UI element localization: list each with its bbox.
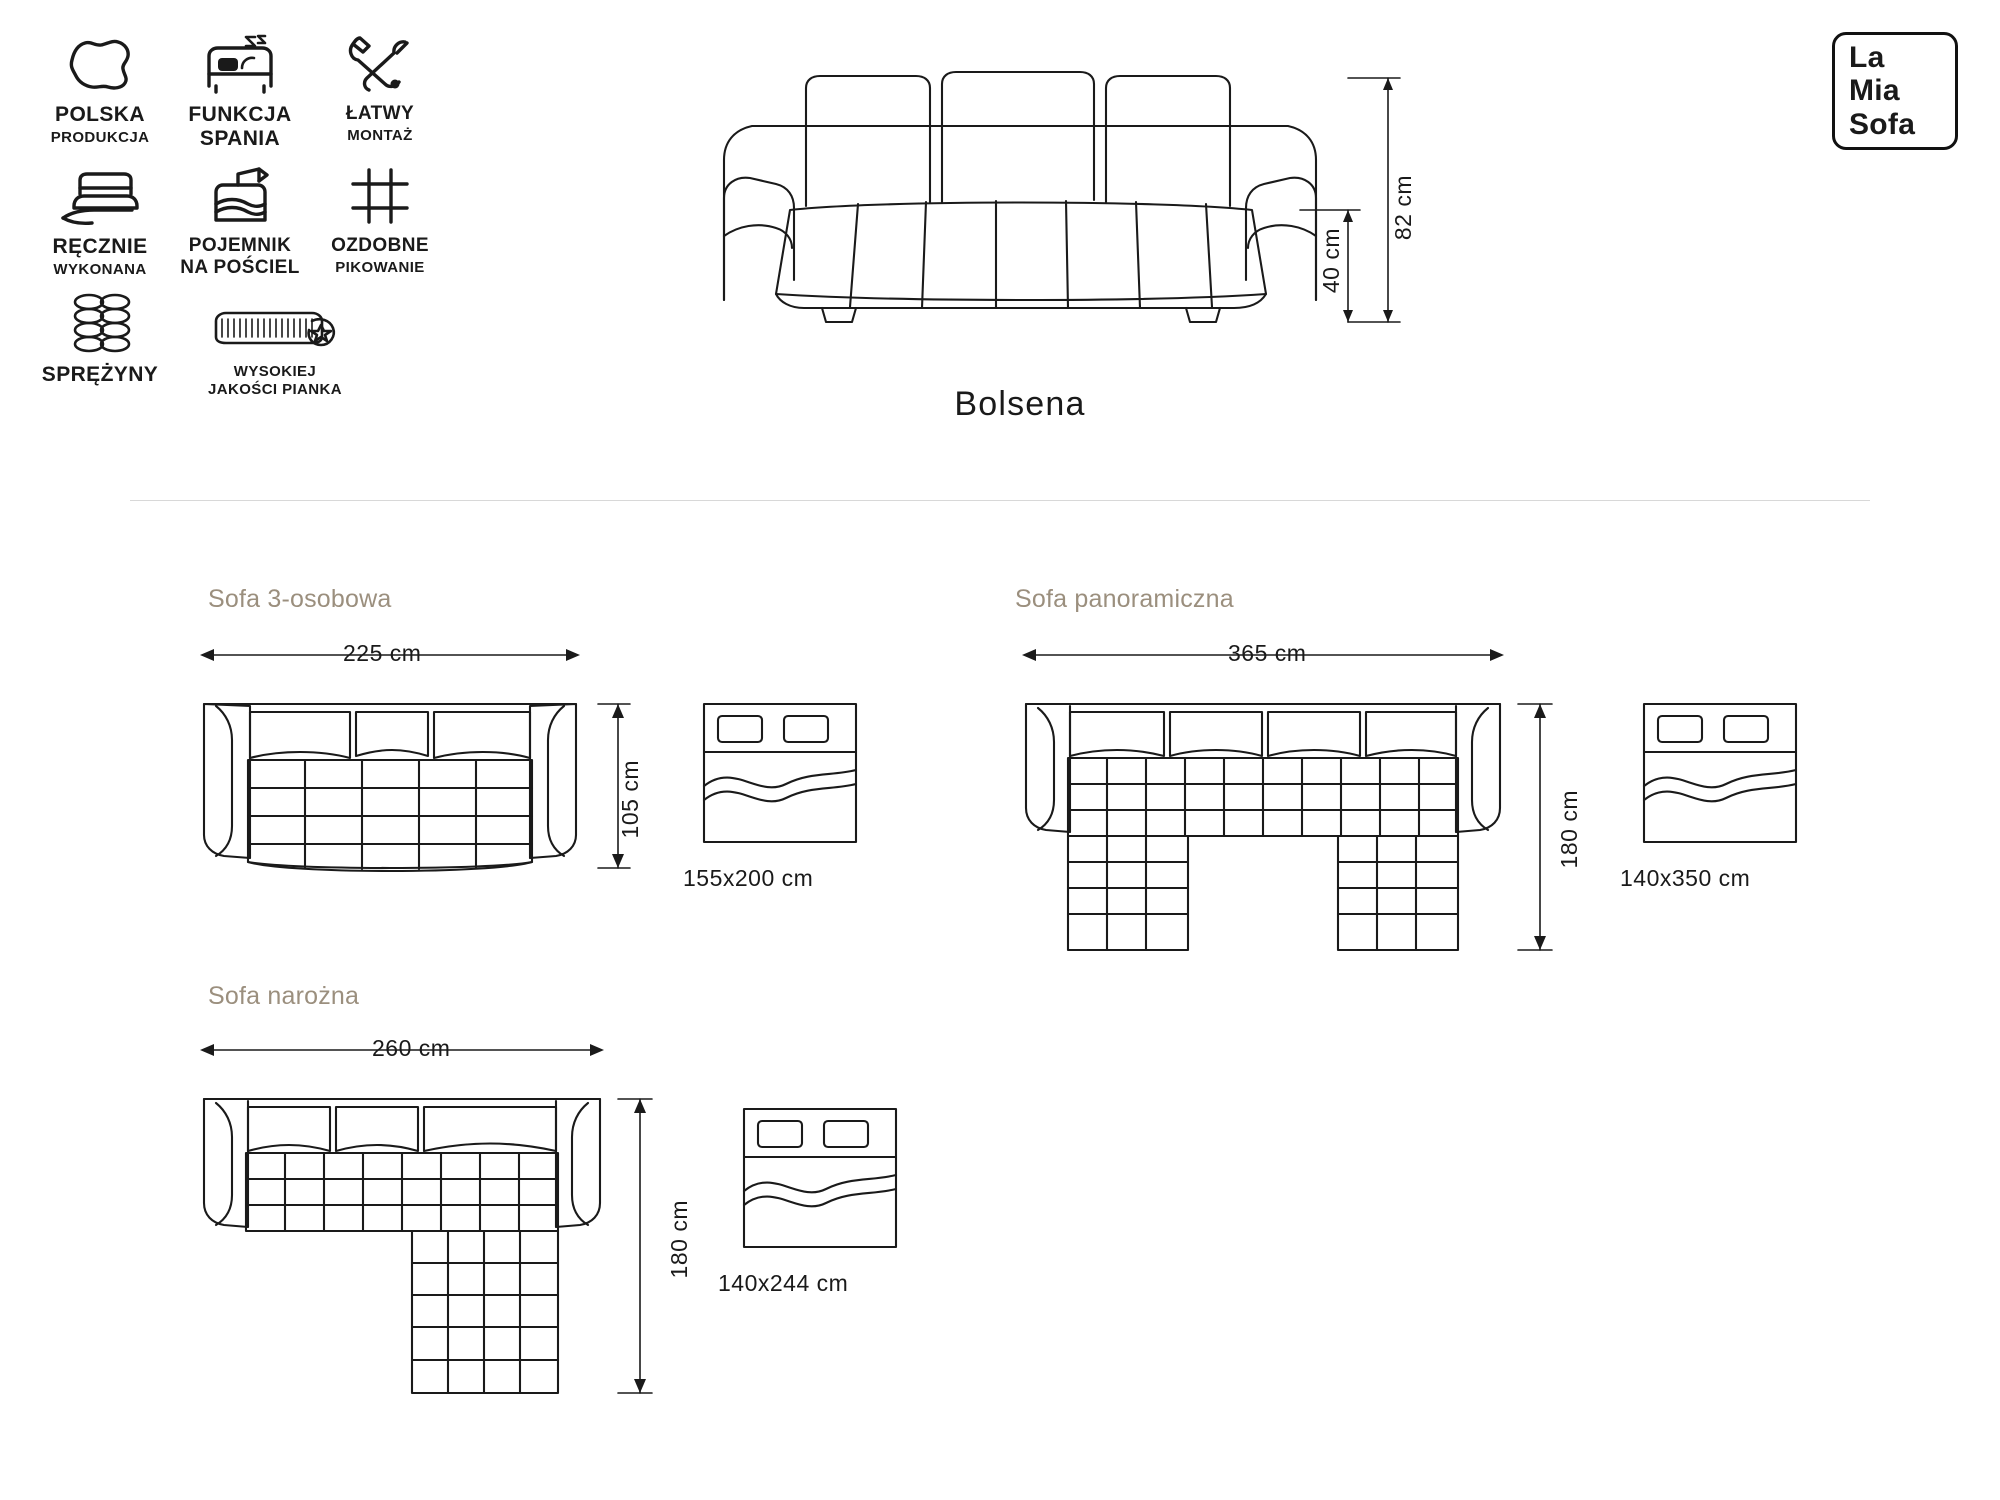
feature-label: SPRĘŻYNY	[41, 363, 159, 387]
feature-sublabel: JAKOŚCI PIANKA	[208, 381, 342, 399]
section-divider	[130, 500, 1870, 501]
feature-label: RĘCZNIE	[52, 235, 148, 259]
variant-title-panoramiczna: Sofa panoramiczna	[1015, 585, 1234, 613]
quilting-grid-icon	[347, 160, 413, 234]
feature-sublabel: SPANIA	[199, 127, 281, 151]
product-name: Bolsena	[954, 385, 1086, 423]
bedding-box-icon	[204, 160, 276, 234]
feature-label: OZDOBNE	[331, 235, 429, 257]
feature-label: ŁATWY	[345, 103, 415, 124]
variant-narozna-depth-label: 180 cm	[666, 1200, 692, 1279]
springs-icon	[63, 288, 137, 362]
foam-badge-icon	[208, 288, 342, 362]
variant-panoramiczna-depth-label: 180 cm	[1556, 790, 1582, 869]
features-row-3	[30, 288, 470, 408]
feature-funkcja-spania	[170, 28, 310, 150]
feature-label: POJEMNIK	[188, 235, 292, 257]
feature-sublabel: PIKOWANIE	[335, 259, 425, 277]
feature-ozdobne-pikowanie	[310, 160, 450, 278]
variant-panoramiczna-width-label: 365 cm	[1228, 640, 1307, 666]
feature-recznie-wykonana	[30, 160, 170, 278]
hero-height-total-label: 82 cm	[1390, 175, 1416, 241]
sleep-function-icon	[202, 28, 278, 102]
features-row-2	[30, 160, 470, 288]
feature-label: POLSKA	[55, 103, 145, 126]
variant-panoramiczna-diagram	[1000, 630, 1560, 990]
logo-line-2: Mia	[1849, 74, 1900, 108]
variant-3-osobowa-diagram	[190, 630, 650, 920]
feature-latwy-montaz	[310, 28, 450, 150]
feature-polska-produkcja	[30, 28, 170, 150]
feature-sublabel: WYKONANA	[53, 261, 147, 279]
hero-sofa-illustration	[700, 50, 1416, 350]
feature-label: FUNKCJA	[188, 103, 292, 126]
logo-line-3: Sofa	[1849, 107, 1916, 141]
variant-3-osobowa-bed-size-label: 155x200 cm	[683, 865, 814, 891]
variant-narozna-bed-size-label: 140x244 cm	[718, 1270, 849, 1296]
variant-title-3-osobowa: Sofa 3-osobowa	[208, 585, 392, 613]
feature-wysokiej-jakosci-pianka	[170, 288, 380, 398]
feature-sublabel: NA POŚCIEL	[180, 257, 300, 279]
variant-3-osobowa-depth-label: 105 cm	[617, 760, 643, 839]
variant-narozna-bed-icon	[740, 1105, 900, 1255]
brand-logo	[1832, 32, 1958, 150]
variant-panoramiczna-bed-size-label: 140x350 cm	[1620, 865, 1751, 891]
variant-panoramiczna-bed-icon	[1640, 700, 1800, 850]
variant-3-osobowa-width-label: 225 cm	[343, 640, 422, 666]
variant-title-narozna: Sofa narożna	[208, 982, 360, 1010]
hero-height-seat-label: 40 cm	[1318, 228, 1344, 294]
variant-narozna-width-label: 260 cm	[372, 1035, 451, 1061]
logo-line-1: La	[1849, 40, 1885, 74]
tools-icon	[345, 28, 415, 102]
feature-pojemnik-na-posciel	[170, 160, 310, 278]
hand-sofa-icon	[58, 160, 142, 234]
feature-sublabel: MONTAŻ	[347, 126, 413, 144]
poland-map-icon	[64, 28, 136, 102]
feature-label: WYSOKIEJ	[233, 363, 317, 381]
feature-sprezyny	[30, 288, 170, 398]
feature-sublabel: PRODUKCJA	[50, 129, 150, 147]
features-grid	[30, 28, 470, 408]
variant-3-osobowa-bed-icon	[700, 700, 860, 850]
variant-narozna-diagram	[190, 1025, 690, 1425]
features-row-1	[30, 28, 470, 160]
